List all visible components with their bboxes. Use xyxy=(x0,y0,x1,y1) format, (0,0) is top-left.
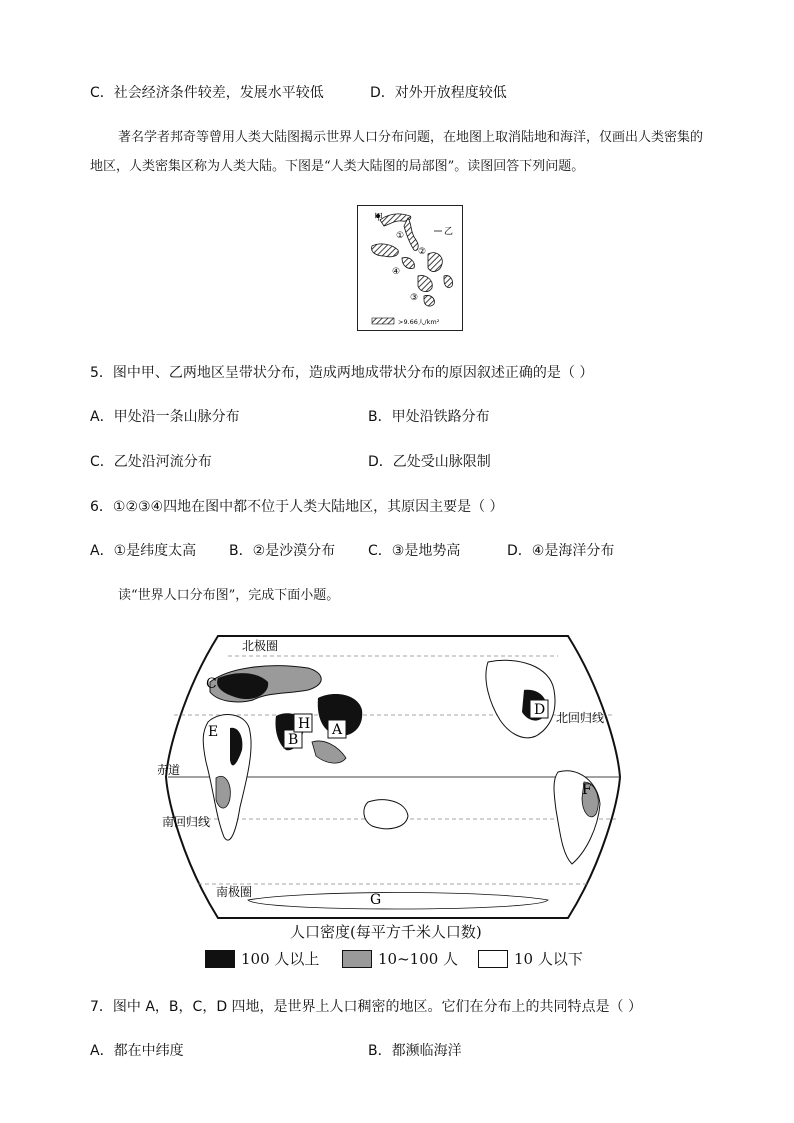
human-continent-map-graphic xyxy=(358,206,461,329)
letter-B: B xyxy=(288,732,299,748)
legend-label-mid: 10~100 人 xyxy=(378,950,459,968)
legend-label-high: 100 人以上 xyxy=(241,950,320,968)
marker-1: ① xyxy=(396,231,405,241)
passage-world-population: 读“世界人口分布图”，完成下面小题。 xyxy=(118,588,340,603)
region-east-1 xyxy=(428,253,442,272)
label-arctic: 北极圈 xyxy=(242,639,279,653)
world-map-graphic xyxy=(158,632,628,922)
region-east-2 xyxy=(444,276,453,288)
q6-option-a: A．①是纬度太高 xyxy=(90,543,197,559)
human-continent-map xyxy=(357,205,463,331)
region-south-1 xyxy=(418,276,432,292)
marker-4: ④ xyxy=(392,267,401,277)
label-yi: 乙 xyxy=(444,227,454,237)
q4-option-d: D．对外开放程度较低 xyxy=(370,85,507,101)
letter-C: C xyxy=(206,676,217,692)
q7-option-b: B．都濒临海洋 xyxy=(368,1043,462,1059)
passage-human-continent: 著名学者邦奇等曾用人类大陆图揭示世界人口分布问题，在地图上取消陆地和海洋，仅画出人类密集的地区，人类密集区称为人类大陆。下图是“人类大陆图的局部图”。读图回答下列问题。 xyxy=(90,130,704,174)
letter-A: A xyxy=(332,722,343,738)
legend-label-low: 10 人以下 xyxy=(514,950,583,968)
legend-swatch-high xyxy=(205,950,235,968)
legend-title: 人口密度(每平方千米人口数) xyxy=(290,923,482,941)
q7-option-a: A．都在中纬度 xyxy=(90,1043,184,1059)
q5-option-c: C．乙处沿河流分布 xyxy=(90,454,212,470)
q6-option-b: B．②是沙漠分布 xyxy=(229,543,336,559)
q5-option-a: A．甲处沿一条山脉分布 xyxy=(90,409,240,425)
q5-stem: 5．图中甲、乙两地区呈带状分布，造成两地成带状分布的原因叙述正确的是（ ） xyxy=(90,365,594,381)
q5-option-b: B．甲处沿铁路分布 xyxy=(368,409,490,425)
q6-option-c: C．③是地势高 xyxy=(368,543,461,559)
letter-D: D xyxy=(534,702,546,718)
letter-H: H xyxy=(298,716,311,732)
marker-2: ② xyxy=(418,247,427,257)
legend-item-high xyxy=(205,948,319,969)
legend-swatch xyxy=(372,318,394,324)
world-population-map xyxy=(158,632,628,922)
region-south-2 xyxy=(424,295,434,306)
legend-density: >9.66人/km² xyxy=(398,318,440,326)
letter-F: F xyxy=(582,782,592,798)
letter-E: E xyxy=(208,724,219,740)
label-antarctic: 南极圈 xyxy=(216,885,253,899)
q6-stem: 6．①②③④四地在图中都不位于人类大陆地区，其原因主要是（ ） xyxy=(90,499,504,515)
region-center xyxy=(402,258,414,269)
legend-item-mid xyxy=(342,948,458,969)
q4-option-c: C．社会经济条件较差，发展水平较低 xyxy=(90,85,324,101)
label-jia: 甲 xyxy=(374,213,384,223)
label-tropic-capricorn: 南回归线 xyxy=(162,815,211,829)
legend-item-low xyxy=(478,948,583,969)
letter-G: G xyxy=(370,892,382,908)
q6-option-d: D．④是海洋分布 xyxy=(507,543,615,559)
legend-swatch-low xyxy=(478,950,508,968)
band-yi xyxy=(404,218,418,250)
label-equator: 赤道 xyxy=(158,763,181,777)
legend-swatch-mid xyxy=(342,950,372,968)
marker-3: ③ xyxy=(410,293,419,303)
q5-option-d: D．乙处受山脉限制 xyxy=(368,454,491,470)
label-tropic-cancer: 北回归线 xyxy=(556,711,605,725)
region-west xyxy=(372,244,399,257)
antarctica-outline xyxy=(248,893,548,910)
q7-stem: 7．图中 A，B，C，D 四地，是世界上人口稠密的地区。它们在分布上的共同特点是（ ） xyxy=(90,999,642,1015)
